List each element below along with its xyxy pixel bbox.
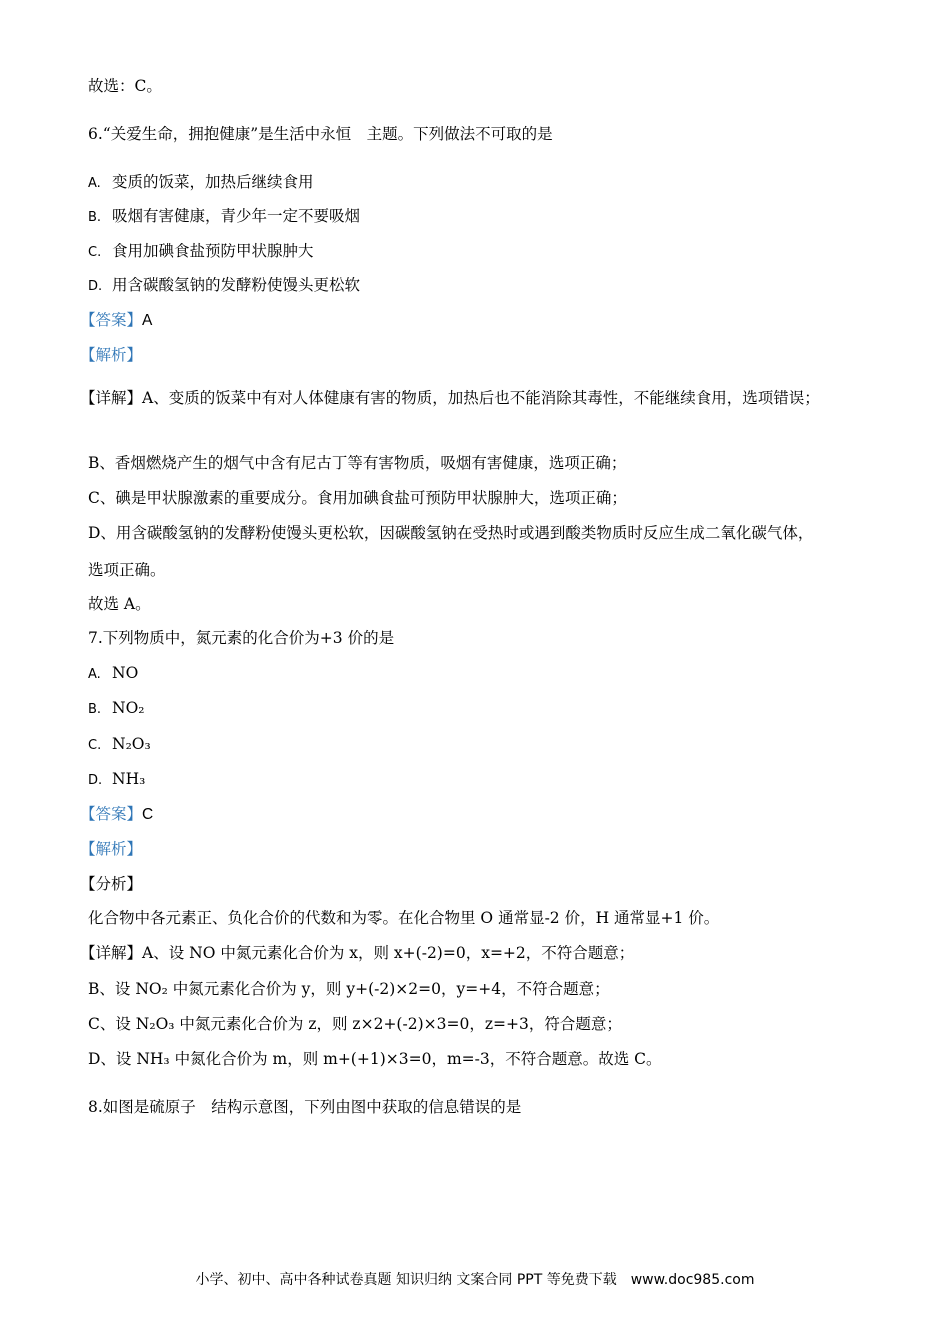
q7-detail-b: B、设 NO₂ 中氮元素化合价为 y，则 y+(-2)×2=0，y=+4，不符合题意；: [88, 980, 610, 998]
option-letter: D.: [88, 773, 103, 788]
option-text: NO₂: [112, 699, 145, 717]
q5-choose-line: 故选：C。: [88, 77, 162, 95]
option-text: NH₃: [112, 770, 146, 788]
q6-option-d: [88, 275, 870, 297]
option-text: 食用加碘食盐预防甲状腺肿大: [112, 242, 314, 260]
q6-choose-line: 故选 A。: [88, 595, 151, 613]
q6-detail-d-line1: D、用含碳酸氢钠的发酵粉使馒头更松软，因碳酸氢钠在受热时或遇到酸类物质时反应生成二氧化碳气体，: [88, 524, 814, 542]
q7-detail-c: C、设 N₂O₃ 中氮元素化合价为 z，则 z×2+(-2)×3=0，z=+3，符合题意；: [88, 1015, 622, 1033]
q6-answer-line: [80, 310, 870, 331]
option-letter: A.: [88, 667, 101, 682]
option-text: 用含碳酸氢钠的发酵粉使馒头更松软: [112, 276, 361, 294]
q8-stem: 8.如图是硫原子 结构示意图，下列由图中获取的信息错误的是: [88, 1098, 522, 1116]
answer-value: A: [142, 312, 153, 329]
option-text: N₂O₃: [112, 735, 151, 753]
q6-option-c: [88, 241, 870, 263]
q7-detail-a: [80, 943, 870, 963]
option-letter: A.: [88, 176, 101, 191]
answer-tag: 【答案】: [80, 312, 143, 329]
detail-tag: 【详解】: [80, 944, 143, 962]
q7-option-a: [88, 663, 870, 685]
q7-option-d: [88, 769, 870, 791]
fenxi-tag: 【分析】: [80, 875, 143, 893]
q7-analysis-tag: [80, 839, 870, 860]
analysis-tag: 【解析】: [80, 347, 143, 364]
answer-tag: 【答案】: [80, 806, 143, 823]
detail-text: A、变质的饭菜中有对人体健康有害的物质，加热后也不能消除其毒性，不能继续食用，选项错误；: [142, 389, 820, 407]
q6-option-a: [88, 172, 870, 194]
analysis-tag: 【解析】: [80, 841, 143, 858]
q6-option-b: [88, 206, 870, 228]
answer-value: C: [142, 806, 154, 823]
option-letter: D.: [88, 279, 103, 294]
q7-fenxi-text: 化合物中各元素正、负化合价的代数和为零。在化合物里 O 通常显-2 价，H 通常显+1 价。: [88, 909, 720, 927]
q6-detail-b: B、香烟燃烧产生的烟气中含有尼古丁等有害物质，吸烟有害健康，选项正确；: [88, 454, 627, 472]
option-letter: B.: [88, 210, 102, 225]
option-letter: C.: [88, 738, 102, 753]
option-letter: B.: [88, 702, 102, 717]
q7-option-b: [88, 698, 870, 720]
detail-tag: 【详解】: [80, 389, 143, 407]
q7-option-c: [88, 734, 870, 756]
page-footer: 小学、初中、高中各种试卷真题 知识归纳 文案合同 PPT 等免费下载 www.doc985.com: [195, 1272, 755, 1288]
option-text: 变质的饭菜，加热后继续食用: [112, 173, 314, 191]
option-text: NO: [112, 664, 139, 682]
q6-stem: 6.“关爱生命，拥抱健康”是生活中永恒 主题。下列做法不可取的是: [88, 125, 553, 143]
q7-fenxi-tag: [80, 874, 870, 894]
q7-detail-d: D、设 NH₃ 中氮化合价为 m，则 m+(+1)×3=0，m=-3，不符合题意。故选 C。: [88, 1050, 662, 1068]
q6-analysis-tag: [80, 345, 870, 366]
q7-answer-line: [80, 804, 870, 825]
q6-detail-a: [80, 380, 868, 417]
option-letter: C.: [88, 245, 102, 260]
q7-stem: 7.下列物质中，氮元素的化合价为+3 价的是: [88, 629, 395, 647]
option-text: 吸烟有害健康，青少年一定不要吸烟: [112, 207, 361, 225]
q6-detail-c: C、碘是甲状腺激素的重要成分。食用加碘食盐可预防甲状腺肿大，选项正确；: [88, 489, 627, 507]
q6-detail-d-line2: 选项正确。: [88, 561, 166, 579]
detail-text: A、设 NO 中氮元素化合价为 x，则 x+(-2)=0，x=+2，不符合题意；: [142, 944, 635, 962]
